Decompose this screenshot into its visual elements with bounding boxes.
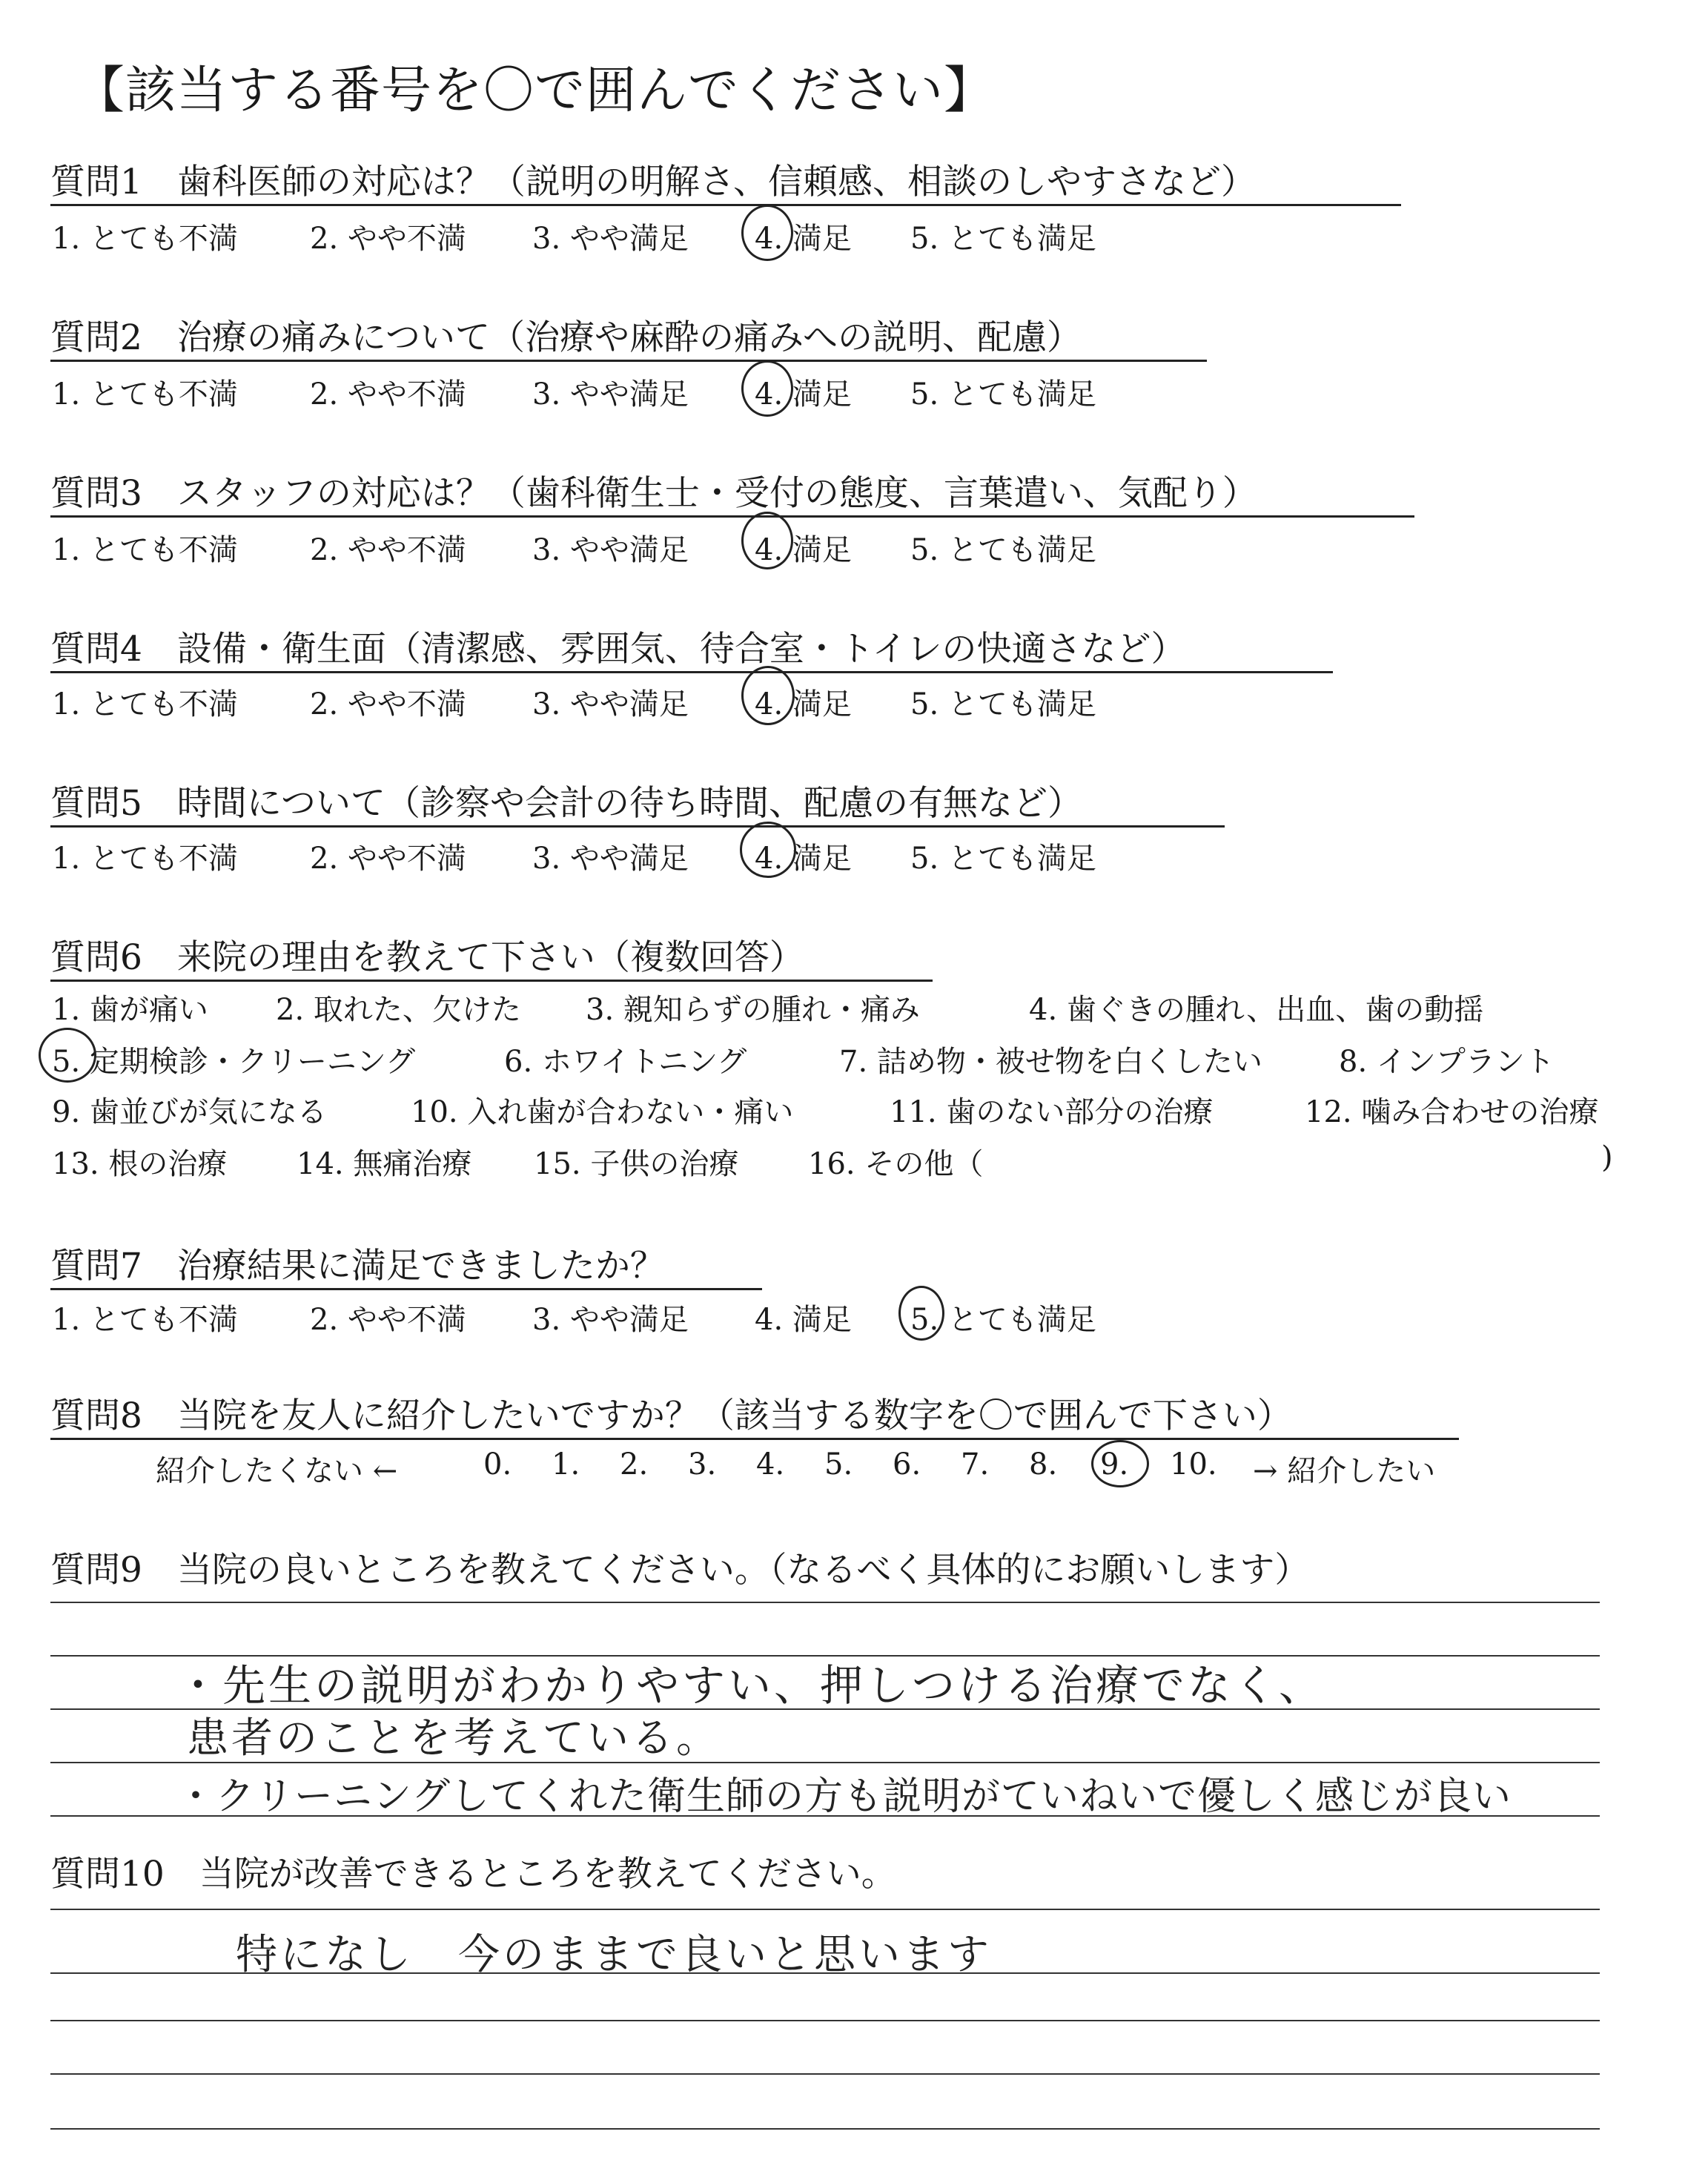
q6-option-10[interactable]: 10. 入れ歯が合わない・痛い bbox=[411, 1095, 794, 1129]
q8-score-5[interactable]: 5. bbox=[824, 1447, 853, 1482]
q6-option-9[interactable]: 9. 歯並びが気になる bbox=[52, 1095, 327, 1129]
q7-option-5[interactable]: 5. とても満足 bbox=[910, 1303, 1096, 1337]
q8-selection-circle bbox=[1091, 1440, 1149, 1487]
q4-option-1[interactable]: 1. とても不満 bbox=[52, 687, 238, 721]
q4-option-5[interactable]: 5. とても満足 bbox=[910, 687, 1096, 721]
q4-selection-circle bbox=[741, 666, 795, 725]
q6-option-4[interactable]: 4. 歯ぐきの腫れ、出血、歯の動揺 bbox=[1029, 993, 1484, 1027]
q7-selection-circle bbox=[898, 1286, 944, 1341]
q6-option-1[interactable]: 1. 歯が痛い bbox=[52, 993, 208, 1027]
q10-answer-line bbox=[50, 2073, 1600, 2075]
q5-option-2[interactable]: 2. やや不満 bbox=[310, 842, 466, 876]
q1-option-5[interactable]: 5. とても満足 bbox=[910, 222, 1096, 256]
q3-selection-circle bbox=[741, 512, 793, 569]
q6-option-8[interactable]: 8. インプラント bbox=[1339, 1045, 1555, 1079]
instruction-header: 【該当する番号を〇で囲んでください】 bbox=[74, 62, 996, 120]
q10-answer-line bbox=[50, 2020, 1600, 2021]
q6-option-2[interactable]: 2. 取れた、欠けた bbox=[276, 993, 521, 1027]
q5-option-4[interactable]: 4. 満足 bbox=[755, 842, 852, 876]
q8-score-7[interactable]: 7. bbox=[961, 1447, 990, 1482]
q7-option-4[interactable]: 4. 満足 bbox=[755, 1303, 852, 1337]
q3-title: 質問3 スタッフの対応は？（歯科衛生士・受付の態度、言葉遣い、気配り） bbox=[50, 466, 1414, 518]
q6-option-5[interactable]: 5. 定期検診・クリーニング bbox=[52, 1045, 416, 1079]
q9-answer-line bbox=[50, 1602, 1600, 1603]
q2-option-1[interactable]: 1. とても不満 bbox=[52, 377, 238, 412]
q7-option-3[interactable]: 3. やや満足 bbox=[532, 1303, 689, 1337]
q4-title: 質問4 設備・衛生面（清潔感、雰囲気、待合室・トイレの快適さなど） bbox=[50, 621, 1333, 673]
q8-score-10[interactable]: 10. bbox=[1170, 1447, 1217, 1482]
q8-right-label: → 紹介したい bbox=[1253, 1454, 1436, 1488]
q6-other-close-paren: ) bbox=[1601, 1140, 1613, 1175]
q9-title: 質問9 当院の良いところを教えてください。（なるべく具体的にお願いします） bbox=[50, 1550, 1310, 1591]
q4-option-4[interactable]: 4. 満足 bbox=[755, 687, 852, 721]
q8-score-3[interactable]: 3. bbox=[688, 1447, 717, 1482]
q5-title: 質問5 時間について（診察や会計の待ち時間、配慮の有無など） bbox=[50, 776, 1225, 828]
q1-option-3[interactable]: 3. やや満足 bbox=[532, 222, 689, 256]
q8-score-2[interactable]: 2. bbox=[620, 1447, 649, 1482]
q2-option-4[interactable]: 4. 満足 bbox=[755, 377, 852, 412]
q8-score-0[interactable]: 0. bbox=[483, 1447, 512, 1482]
q3-option-1[interactable]: 1. とても不満 bbox=[52, 533, 238, 567]
q6-option-13[interactable]: 13. 根の治療 bbox=[52, 1147, 228, 1181]
q9-answer-text-2: 患者のことを考えている。 bbox=[187, 1714, 721, 1763]
q10-title: 質問10 当院が改善できるところを教えてください。 bbox=[50, 1854, 896, 1895]
q6-option-15[interactable]: 15. 子供の治療 bbox=[534, 1147, 739, 1181]
q1-option-1[interactable]: 1. とても不満 bbox=[52, 222, 238, 256]
q2-option-5[interactable]: 5. とても満足 bbox=[910, 377, 1096, 412]
q6-selection-circle bbox=[39, 1028, 96, 1083]
q7-title: 質問7 治療結果に満足できましたか？ bbox=[50, 1238, 762, 1290]
q1-option-2[interactable]: 2. やや不満 bbox=[310, 222, 466, 256]
q2-option-2[interactable]: 2. やや不満 bbox=[310, 377, 466, 412]
q4-option-2[interactable]: 2. やや不満 bbox=[310, 687, 466, 721]
q5-option-3[interactable]: 3. やや満足 bbox=[532, 842, 689, 876]
q1-selection-circle bbox=[741, 205, 793, 261]
q6-option-16[interactable]: 16. その他（ bbox=[808, 1147, 984, 1181]
q2-selection-circle bbox=[741, 360, 793, 417]
q6-option-11[interactable]: 11. 歯のない部分の治療 bbox=[890, 1095, 1214, 1129]
q6-option-7[interactable]: 7. 詰め物・被せ物を白くしたい bbox=[839, 1045, 1262, 1079]
q2-option-3[interactable]: 3. やや満足 bbox=[532, 377, 689, 412]
q6-option-6[interactable]: 6. ホワイトニング bbox=[504, 1045, 747, 1079]
q3-option-5[interactable]: 5. とても満足 bbox=[910, 533, 1096, 567]
q10-answer-text: 特になし 今のままで良いと思います bbox=[236, 1931, 992, 1979]
q2-title: 質問2 治療の痛みについて（治療や麻酔の痛みへの説明、配慮） bbox=[50, 310, 1207, 362]
q8-score-6[interactable]: 6. bbox=[893, 1447, 921, 1482]
q1-title: 質問1 歯科医師の対応は？（説明の明解さ、信頼感、相談のしやすさなど） bbox=[50, 154, 1401, 206]
q8-score-8[interactable]: 8. bbox=[1029, 1447, 1058, 1482]
q8-left-label: 紹介したくない ← bbox=[156, 1454, 398, 1488]
q4-option-3[interactable]: 3. やや満足 bbox=[532, 687, 689, 721]
q5-option-5[interactable]: 5. とても満足 bbox=[910, 842, 1096, 876]
q6-option-3[interactable]: 3. 親知らずの腫れ・痛み bbox=[586, 993, 920, 1027]
q6-option-12[interactable]: 12. 噛み合わせの治療 bbox=[1305, 1095, 1599, 1129]
q9-answer-text-3: ・クリーニングしてくれた衛生師の方も説明がていねいで優しく感じが良い bbox=[176, 1774, 1512, 1819]
q8-title: 質問8 当院を友人に紹介したいですか？（該当する数字を〇で囲んで下さい） bbox=[50, 1388, 1459, 1440]
q5-option-1[interactable]: 1. とても不満 bbox=[52, 842, 238, 876]
q7-option-2[interactable]: 2. やや不満 bbox=[310, 1303, 466, 1337]
q8-score-1[interactable]: 1. bbox=[552, 1447, 580, 1482]
q3-option-4[interactable]: 4. 満足 bbox=[755, 533, 852, 567]
q10-answer-line bbox=[50, 2128, 1600, 2130]
q7-option-1[interactable]: 1. とても不満 bbox=[52, 1303, 238, 1337]
q8-score-4[interactable]: 4. bbox=[756, 1447, 785, 1482]
q9-answer-text-1: ・先生の説明がわかりやすい、押しつける治療でなく、 bbox=[176, 1660, 1325, 1711]
q5-selection-circle bbox=[740, 822, 796, 878]
q3-option-3[interactable]: 3. やや満足 bbox=[532, 533, 689, 567]
q10-answer-line bbox=[50, 1909, 1600, 1910]
q1-option-4[interactable]: 4. 満足 bbox=[755, 222, 852, 256]
q8-score-9[interactable]: 9. bbox=[1100, 1447, 1129, 1482]
q6-title: 質問6 来院の理由を教えて下さい（複数回答） bbox=[50, 930, 933, 982]
q6-option-14[interactable]: 14. 無痛治療 bbox=[297, 1147, 472, 1181]
q3-option-2[interactable]: 2. やや不満 bbox=[310, 533, 466, 567]
